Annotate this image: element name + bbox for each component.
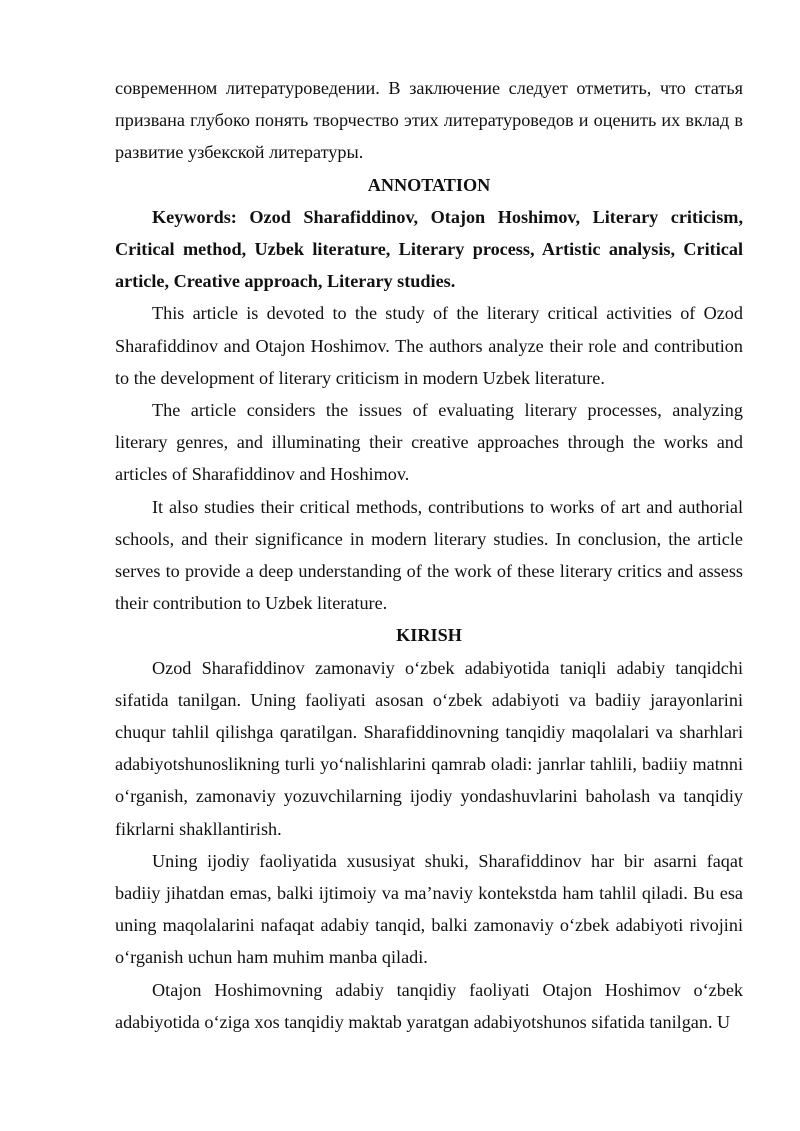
annotation-paragraph-1: This article is devoted to the study of the literary critical activities of Ozod Sharafiddinov and Otajon Hoshimov. The authors analyze their role and contribution to the development of literary criticism in modern Uzbek literature. (115, 303, 743, 388)
kirish-heading: KIRISH (396, 625, 462, 646)
keywords-paragraph: Keywords: Ozod Sharafiddinov, Otajon Hoshimov, Literary criticism, Critical method, Uzbek literature, Literary process, Artistic analysis, Critical article, Creative approach, Literary studies. (115, 206, 743, 292)
document-page (115, 72, 743, 1038)
kirish-paragraph-3: Otajon Hoshimovning adabiy tanqidiy faoliyati Otajon Hoshimov oʻzbek adabiyotida oʻziga xos tanqidiy maktab yaratgan adabiyotshunos sifatida tanilgan. U (115, 979, 743, 1032)
annotation-paragraph-3: It also studies their critical methods, contributions to works of art and authorial schools, and their significance in modern literary studies. In conclusion, the article serves to provide a deep understanding of the work of these literary critics and assess their contribution to Uzbek literature. (115, 496, 743, 614)
kirish-paragraph-1: Ozod Sharafiddinov zamonaviy oʻzbek adabiyotida taniqli adabiy tanqidchi sifatida tanilgan. Uning faoliyati asosan oʻzbek adabiyoti va badiiy jarayonlarini chuqur tahlil qilishga qaratilgan. Sharafiddinovning tanqidiy maqolalari va sharhlari adabiyotshunoslikning turli yoʻnalishlarini qamrab oladi: janrlar tahlili, badiiy matnni oʻrganish, zamonaviy yozuvchilarning ijodiy yondashuvlarini baholash va tanqidiy fikrlarni shakllantirish. (115, 657, 743, 839)
kirish-paragraph-2: Uning ijodiy faoliyatida xususiyat shuki, Sharafiddinov har bir asarni faqat badiiy jihatdan emas, balki ijtimoiy va maʼnaviy kontekstda ham tahlil qiladi. Bu esa uning maqolalarini nafaqat adabiy tanqid, balki zamonaviy oʻzbek adabiyoti rivojini oʻrganish uchun ham muhim manba qiladi. (115, 850, 743, 968)
russian-conclusion-paragraph: современном литературоведении. В заключение следует отметить, что статья призвана глубоко понять творчество этих литературоведов и оценить их вклад в развитие узбекской литературы. (115, 78, 743, 163)
annotation-paragraph-2: The article considers the issues of evaluating literary processes, analyzing literary genres, and illuminating their creative approaches through the works and articles of Sharafiddinov and Hoshimov. (115, 400, 743, 485)
annotation-heading: ANNOTATION (367, 174, 491, 195)
